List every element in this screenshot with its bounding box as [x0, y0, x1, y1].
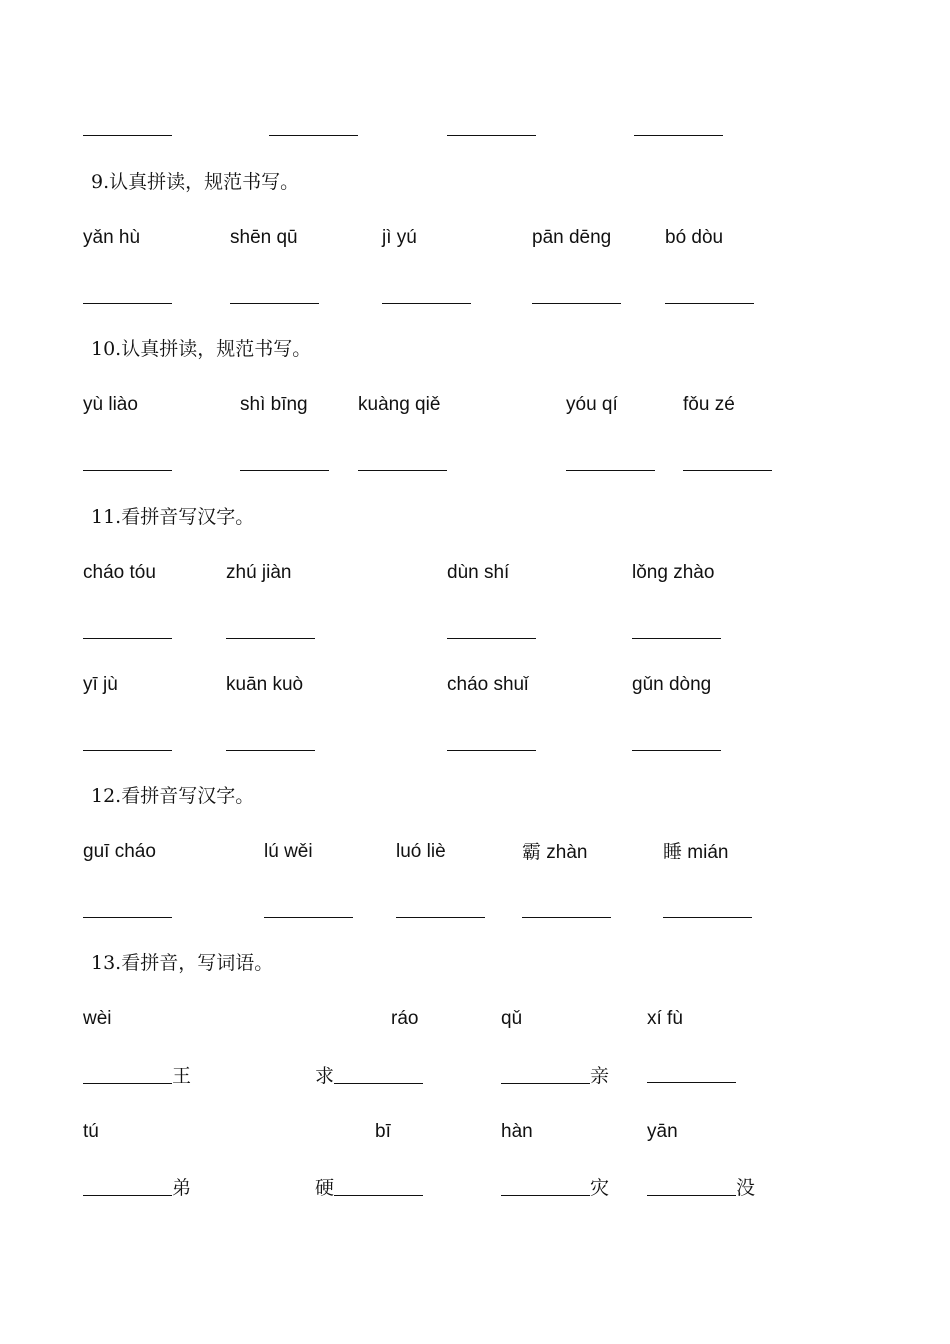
pinyin-text: cháo shuǐ — [447, 674, 529, 695]
question-13-answer-row-1 — [0, 1062, 950, 1090]
question-13-pinyin-row-2 — [0, 1118, 950, 1146]
pinyin-text: hàn — [501, 1121, 533, 1142]
question-9-pinyin-row — [0, 224, 950, 252]
answer-blank[interactable] — [522, 897, 611, 925]
pinyin-text: yóu qí — [566, 394, 618, 415]
answer-blank-with-prefix[interactable] — [315, 1174, 423, 1203]
answer-blank-with-suffix[interactable] — [501, 1174, 609, 1203]
pinyin-text: fǒu zé — [683, 394, 735, 415]
pinyin-text: cháo tóu — [83, 562, 156, 583]
given-character: 王 — [172, 1065, 192, 1087]
pinyin-text: lǒng zhào — [632, 562, 715, 583]
answer-blank[interactable] — [382, 283, 471, 311]
top-answer-row — [0, 115, 950, 143]
pinyin-text: yān — [647, 1121, 678, 1142]
question-12-answer-row — [0, 897, 950, 925]
question-13-answer-row-2 — [0, 1174, 950, 1202]
question-13-pinyin-row-1 — [0, 1005, 950, 1033]
answer-blank[interactable] — [226, 730, 315, 758]
pinyin-text: pān dēng — [532, 227, 612, 248]
answer-blank-with-suffix[interactable] — [83, 1062, 191, 1091]
answer-blank-with-suffix[interactable] — [647, 1174, 755, 1203]
answer-blank[interactable] — [447, 730, 536, 758]
question-12-heading: 12.看拼音写汉字。 — [91, 785, 255, 807]
pinyin-text: kuān kuò — [226, 674, 304, 695]
pinyin-text: dùn shí — [447, 562, 510, 583]
pinyin-text: wèi — [83, 1008, 112, 1029]
answer-blank[interactable] — [647, 1062, 736, 1090]
answer-blank[interactable] — [83, 283, 172, 311]
answer-blank[interactable] — [665, 283, 754, 311]
question-10-pinyin-row — [0, 391, 950, 419]
given-character: 亲 — [590, 1065, 610, 1087]
answer-blank[interactable] — [358, 450, 447, 478]
answer-blank[interactable] — [226, 618, 315, 646]
answer-blank[interactable] — [447, 115, 536, 143]
pinyin-text: yù liào — [83, 394, 138, 415]
answer-blank-with-suffix[interactable] — [501, 1062, 609, 1091]
question-11-answer-row-1 — [0, 618, 950, 646]
question-11-answer-row-2 — [0, 730, 950, 758]
answer-blank[interactable] — [83, 730, 172, 758]
answer-blank[interactable] — [566, 450, 655, 478]
answer-blank[interactable] — [447, 618, 536, 646]
pinyin-text: lú wěi — [264, 841, 313, 862]
answer-blank[interactable] — [632, 618, 721, 646]
answer-blank[interactable] — [264, 897, 353, 925]
answer-blank[interactable] — [663, 897, 752, 925]
pinyin-text: shēn qū — [230, 227, 298, 248]
pinyin-text: zhàn — [546, 842, 588, 863]
pinyin-text: luó liè — [396, 841, 446, 862]
answer-blank[interactable] — [83, 115, 172, 143]
answer-blank[interactable] — [83, 897, 172, 925]
pinyin-text: ráo — [391, 1008, 419, 1029]
answer-blank[interactable] — [683, 450, 772, 478]
pinyin-text: zhú jiàn — [226, 562, 292, 583]
answer-blank[interactable] — [532, 283, 621, 311]
question-13-heading: 13.看拼音，写词语。 — [91, 952, 274, 974]
question-9-answer-row — [0, 283, 950, 311]
given-character: 睡 — [663, 841, 683, 863]
given-character: 弟 — [172, 1177, 192, 1199]
pinyin-text: tú — [83, 1121, 99, 1142]
pinyin-text: bó dòu — [665, 227, 724, 248]
pinyin-with-character — [663, 838, 728, 867]
answer-blank-with-prefix[interactable] — [315, 1062, 423, 1091]
given-character: 没 — [736, 1177, 756, 1199]
pinyin-text: bī — [375, 1121, 391, 1142]
pinyin-text: xí fù — [647, 1008, 683, 1029]
question-9-heading: 9.认真拼读，规范书写。 — [91, 171, 300, 193]
answer-blank[interactable] — [634, 115, 723, 143]
given-character: 灾 — [590, 1177, 610, 1199]
question-11-pinyin-row-2 — [0, 671, 950, 699]
answer-blank[interactable] — [83, 450, 172, 478]
pinyin-text: mián — [687, 842, 729, 863]
question-10-heading: 10.认真拼读，规范书写。 — [91, 338, 312, 360]
answer-blank[interactable] — [240, 450, 329, 478]
given-character: 霸 — [522, 841, 542, 863]
pinyin-text: jì yú — [382, 227, 417, 248]
answer-blank[interactable] — [269, 115, 358, 143]
answer-blank[interactable] — [396, 897, 485, 925]
question-12-pinyin-row — [0, 838, 950, 866]
pinyin-with-character — [522, 838, 588, 867]
question-11-heading: 11.看拼音写汉字。 — [91, 506, 255, 528]
pinyin-text: shì bīng — [240, 394, 308, 415]
given-character: 求 — [315, 1065, 335, 1087]
answer-blank[interactable] — [230, 283, 319, 311]
pinyin-text: yǎn hù — [83, 227, 141, 248]
answer-blank[interactable] — [83, 618, 172, 646]
given-character: 硬 — [315, 1177, 335, 1199]
pinyin-text: gǔn dòng — [632, 674, 712, 695]
pinyin-text: qǔ — [501, 1008, 523, 1029]
pinyin-text: guī cháo — [83, 841, 156, 862]
question-11-pinyin-row-1 — [0, 559, 950, 587]
answer-blank[interactable] — [632, 730, 721, 758]
question-10-answer-row — [0, 450, 950, 478]
answer-blank-with-suffix[interactable] — [83, 1174, 191, 1203]
pinyin-text: yī jù — [83, 674, 118, 695]
pinyin-text: kuàng qiě — [358, 394, 441, 415]
